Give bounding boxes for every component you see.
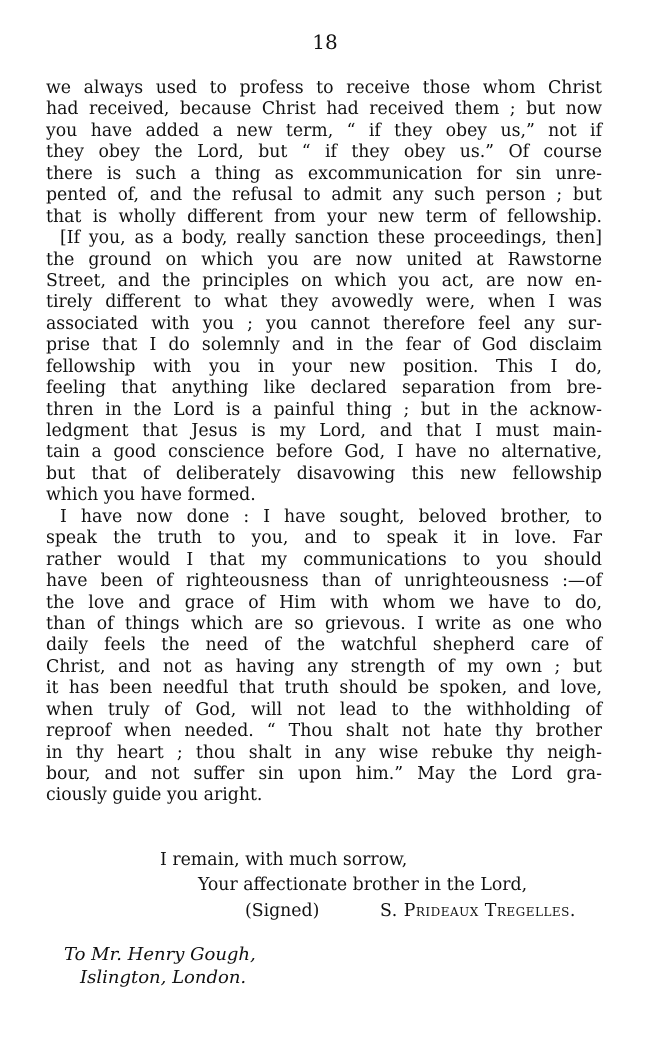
text-line: tain a good conscience before God, I have no alternative, [46, 442, 602, 463]
text-line: you have added a new term, “ if they obey us,” not if [46, 120, 602, 141]
text-line: thren in the Lord is a painful thing ; but in the acknow- [46, 399, 602, 420]
text-line: ledgment that Jesus is my Lord, and that I must main- [46, 421, 602, 441]
page-number: 18 [312, 30, 338, 54]
text-line: speak the truth to you, and to speak it in love. Far [46, 528, 602, 549]
recipient-name: To Mr. Henry Gough, [64, 944, 256, 965]
text-line: rather would I that my communications to you should [46, 549, 602, 570]
text-line: we always used to profess to receive those whom Christ [46, 78, 602, 98]
text-line: have been of righteousness than of unrighteousness :—of [46, 571, 602, 592]
text-line: reproof when needed. “ Thou shalt not hate thy brother [46, 721, 602, 742]
text-line: fellowship with you in your new position. This I do, [46, 356, 602, 377]
text-line: I have now done : I have sought, beloved brother, to [60, 506, 602, 527]
text-line: Christ, and not as having any strength of my own ; but [46, 656, 602, 677]
text-line: associated with you ; you cannot therefore feel any sur- [46, 313, 602, 334]
text-line: Street, and the principles on which you act, are now en- [46, 270, 602, 291]
text-line: that is wholly different from your new term of fellowship. [46, 206, 602, 227]
text-line: there is such a thing as excommunication for sin unre- [46, 163, 602, 184]
text-line: the love and grace of Him with whom we have to do, [46, 592, 602, 613]
text-line: in thy heart ; thou shalt in any wise rebuke thy neigh- [46, 742, 602, 763]
text-line: [If you, as a body, really sanction these proceedings, then] [60, 228, 602, 249]
text-line: it has been needful that truth should be spoken, and love, [46, 678, 602, 699]
text-line: had received, because Christ had received them ; but now [46, 99, 602, 120]
closing-affection: Your affectionate brother in the Lord, [198, 875, 528, 895]
text-line: prise that I do solemnly and in the fear of God disclaim [46, 335, 602, 356]
text-line: than of things which are so grievous. I write as one who [46, 613, 602, 634]
recipient-place: Islington, London. [80, 967, 247, 988]
text-line: ciously guide you aright. [46, 785, 263, 806]
text-line: which you have formed. [46, 485, 256, 506]
text-line: pented of, and the refusal to admit any such person ; but [46, 185, 602, 206]
text-line: the ground on which you are now united at Rawstorne [46, 249, 602, 270]
signature-name: S. Prideaux Tregelles. [380, 901, 576, 921]
closing-signed: (Signed) [245, 901, 320, 921]
letter-body [46, 78, 602, 807]
text-line: feeling that anything like declared separation from bre- [46, 378, 602, 399]
text-line: bour, and not suffer sin upon him.” May the Lord gra- [46, 764, 602, 784]
closing-remain: I remain, with much sorrow, [160, 850, 408, 870]
text-line: when truly of God, will not lead to the withholding of [46, 699, 602, 720]
text-line: they obey the Lord, but “ if they obey us.” Of course [46, 142, 602, 163]
text-line: daily feels the need of the watchful shepherd care of [46, 635, 602, 656]
text-line: but that of deliberately disavowing this new fellowship [46, 463, 602, 484]
text-line: tirely different to what they avowedly were, when I was [46, 292, 602, 313]
